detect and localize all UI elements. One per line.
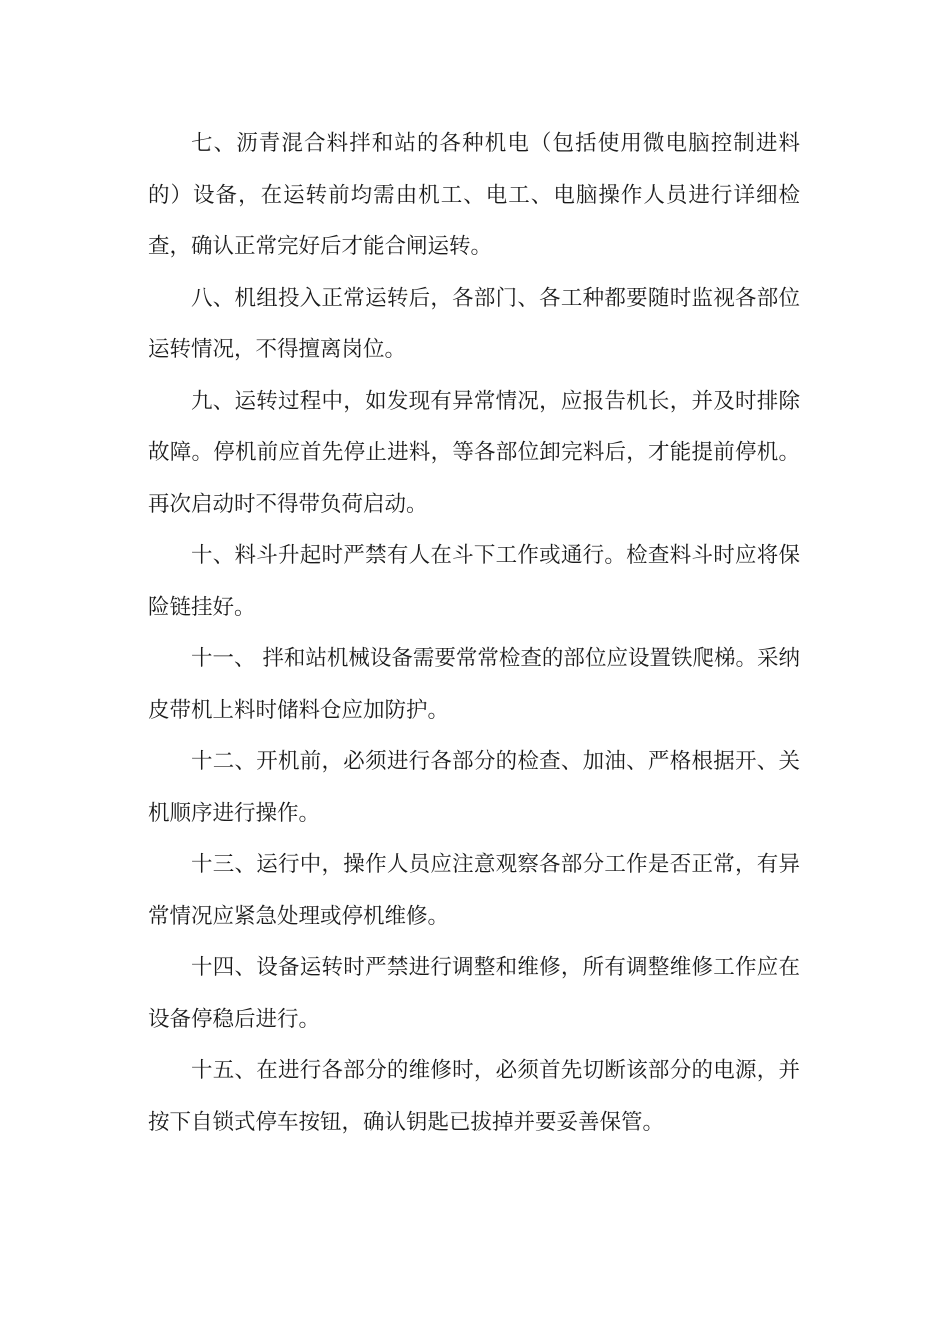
paragraph-10: 十、料斗升起时严禁有人在斗下工作或通行。检查料斗时应将保险链挂好。	[148, 543, 800, 620]
paragraph-15: 十五、在进行各部分的维修时，必须首先切断该部分的电源，并按下自锁式停车按钮，确认钥匙已拔掉并要妥善保管。	[148, 1058, 800, 1135]
paragraph-14: 十四、设备运转时严禁进行调整和维修，所有调整维修工作应在设备停稳后进行。	[148, 955, 800, 1032]
paragraph-13: 十三、运行中，操作人员应注意观察各部分工作是否正常，有异常情况应紧急处理或停机维修。	[148, 852, 800, 929]
document-body	[148, 118, 800, 1148]
paragraph-7: 七、沥青混合料拌和站的各种机电（包括使用微电脑控制进料的）设备，在运转前均需由机工、电工、电脑操作人员进行详细检查，确认正常完好后才能合闸运转。	[148, 131, 800, 259]
paragraph-12: 十二、开机前，必须进行各部分的检查、加油、严格根据开、关机顺序进行操作。	[148, 749, 800, 826]
paragraph-9: 九、运转过程中，如发现有异常情况，应报告机长，并及时排除故障。停机前应首先停止进料，等各部位卸完料后，才能提前停机。再次启动时不得带负荷启动。	[148, 388, 800, 517]
paragraph-8: 八、机组投入正常运转后，各部门、各工种都要随时监视各部位运转情况，不得擅离岗位。	[148, 285, 800, 362]
paragraph-11: 十一、 拌和站机械设备需要常常检查的部位应设置铁爬梯。采纳皮带机上料时储料仓应加防护。	[148, 646, 800, 723]
